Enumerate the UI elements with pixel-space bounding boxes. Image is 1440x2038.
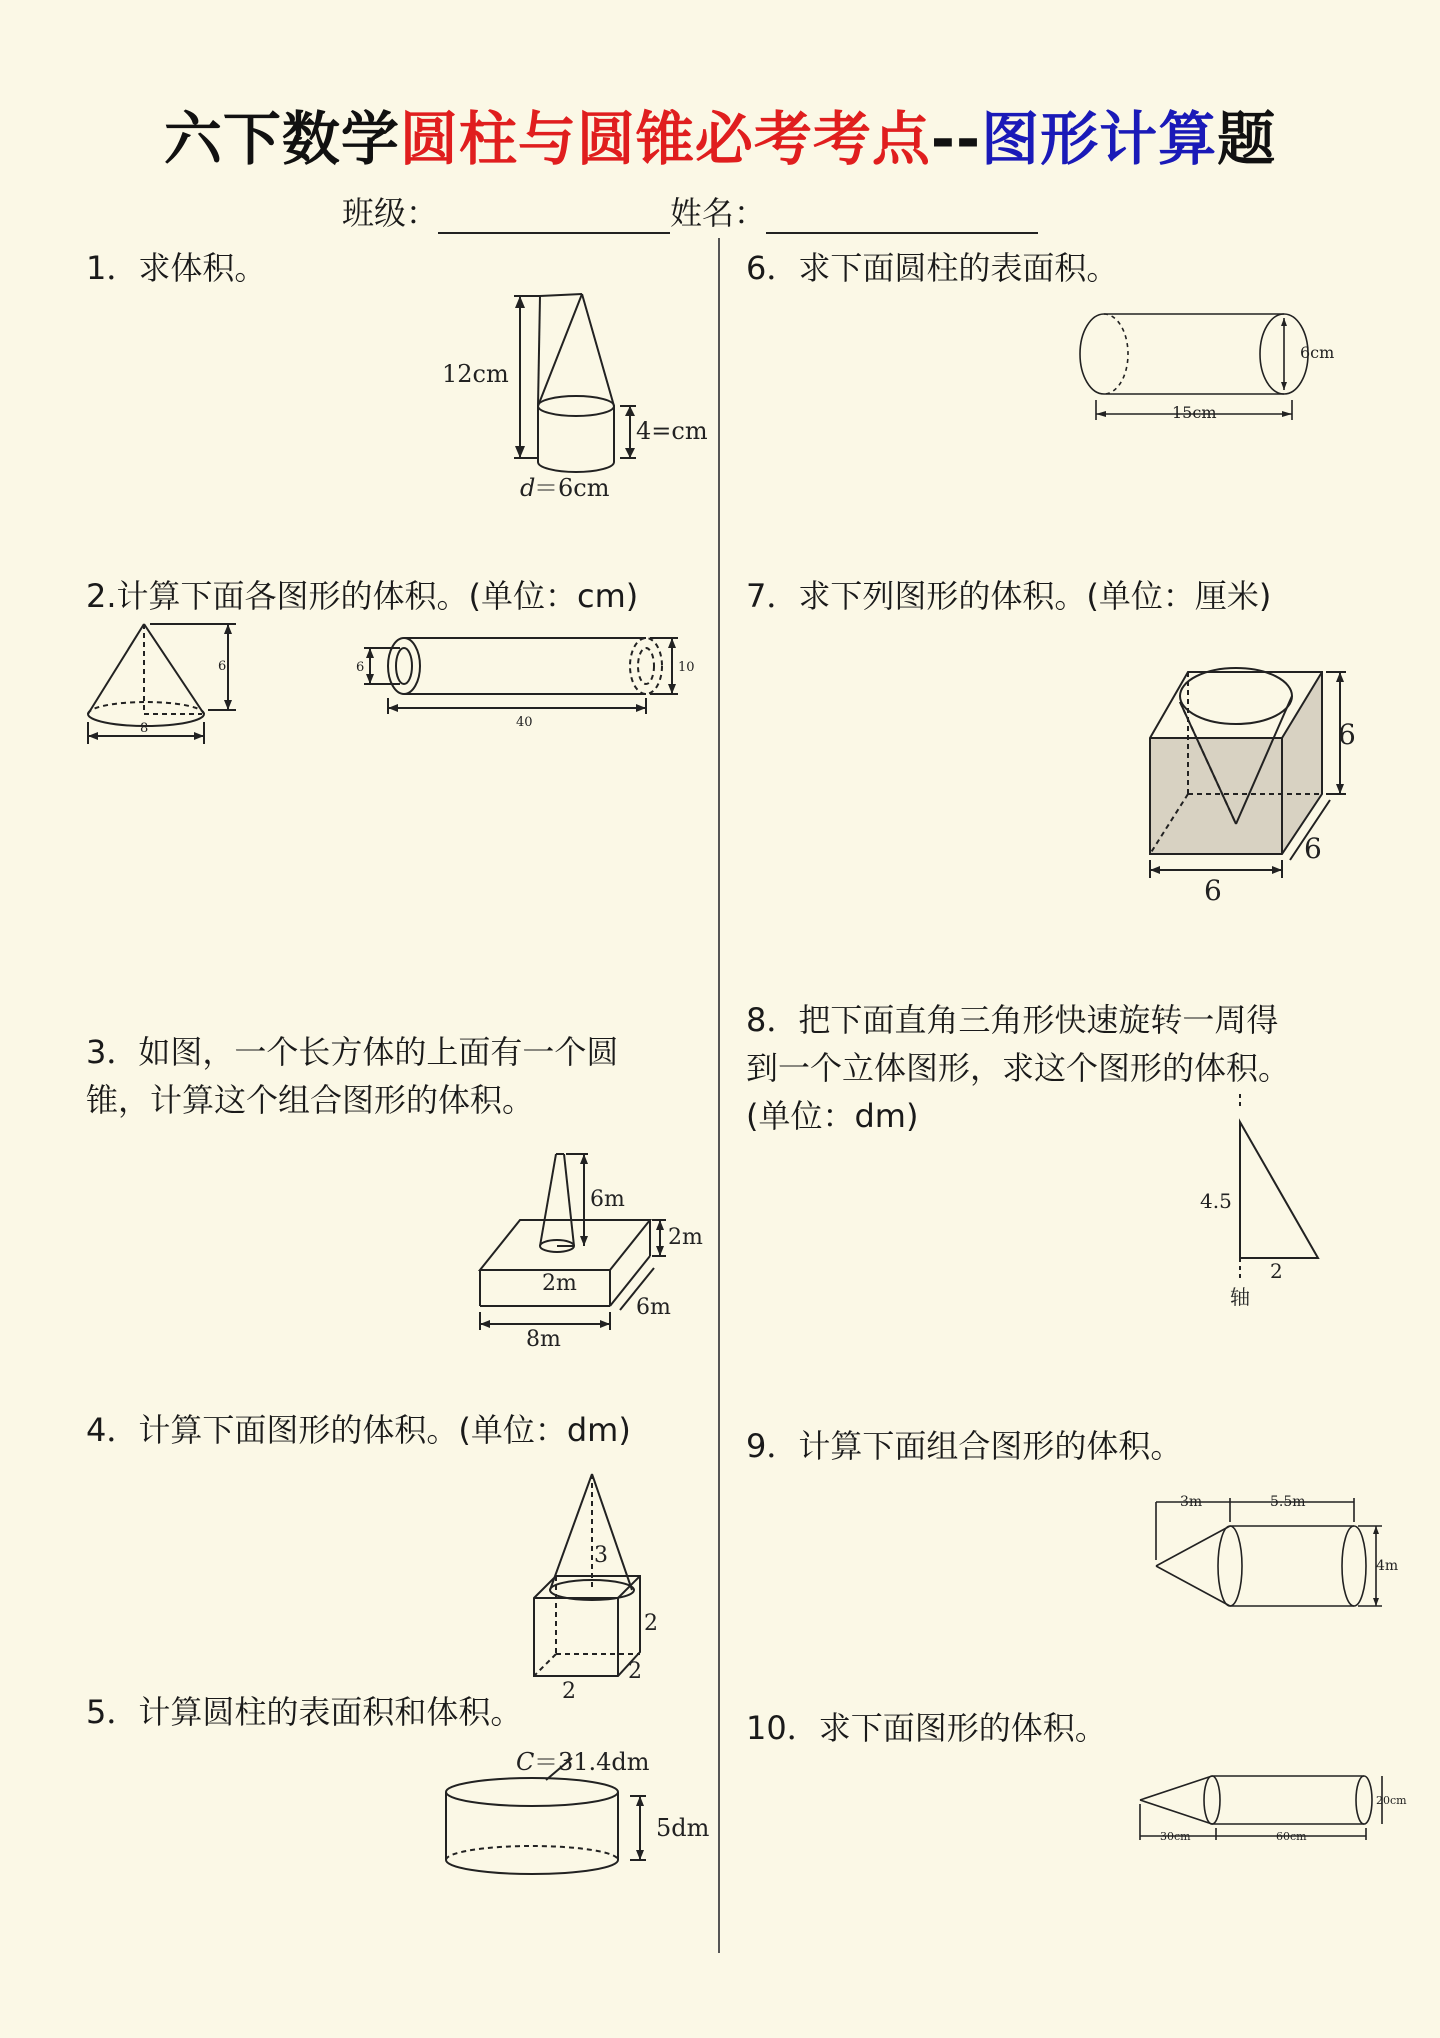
question-2 [86,572,638,620]
label-width: 6 [1204,874,1222,907]
label-cube-bottom: 2 [562,1679,576,1704]
question-text: 求下面圆柱的表面积。 [798,249,1119,287]
question-number: 5． [86,1693,139,1731]
question-text: 如图，一个长方体的上面有一个圆 [138,1033,619,1071]
title-part-1: 六下数学 [163,105,400,173]
question-text: 计算下面各图形的体积。(单位：cm) [116,577,639,615]
question-3 [86,1028,618,1124]
question-number: 6． [746,249,799,287]
label-depth: 6 [1304,832,1322,865]
question-number: 1． [86,249,139,287]
label-length: 15cm [1172,403,1217,422]
label-cone-height: 6 [218,659,227,674]
title-part-4: 图形计算 [981,105,1218,173]
label-cuboid-length: 8m [526,1327,561,1352]
label-cube-side: 2 [644,1611,658,1636]
title-part-3: -- [930,105,982,173]
figure-1-cone-cylinder [430,290,720,510]
class-field[interactable] [438,198,670,234]
label-height: 6 [1338,718,1356,751]
name-field[interactable] [766,198,1038,234]
question-10 [746,1704,1107,1752]
figure-3-cone-on-cuboid [470,1150,720,1350]
figure-2a-cone [84,618,254,748]
question-text: 计算下面组合图形的体积。 [798,1427,1183,1465]
question-text: 把下面直角三角形快速旋转一周得 [798,1001,1279,1039]
label-circumference: ＝31.4dm [534,1748,650,1776]
question-text-line-3: (单位：dm) [746,1097,919,1135]
label-d-var: d [520,474,536,502]
question-text: 计算圆柱的表面积和体积。 [138,1693,523,1731]
question-text: 求下面图形的体积。 [818,1709,1107,1747]
label-outer-diameter: 10 [678,660,695,675]
label-axis: 轴 [1230,1285,1250,1309]
question-number: 10． [746,1709,819,1747]
question-text: 求下列图形的体积。(单位：厘米) [798,577,1272,615]
question-number: 9． [746,1427,799,1465]
question-9 [746,1422,1182,1470]
label-inner-diameter: 6 [356,660,365,675]
label-cone-diameter: 8 [140,721,149,736]
figure-2b-hollow-tube [354,630,704,730]
figure-5-cylinder [440,1746,720,1886]
question-number: 7． [746,577,799,615]
question-text-line-2: 到一个立体图形，求这个图形的体积。 [746,1049,1291,1087]
question-text-line-2: 锥，计算这个组合图形的体积。 [86,1081,535,1119]
question-number: 4． [86,1411,139,1449]
question-4 [86,1406,631,1454]
label-diameter: 4m [1376,1558,1399,1574]
figure-9-cone-cylinder [1150,1488,1400,1618]
question-6 [746,244,1118,292]
question-number: 3． [86,1033,139,1071]
title-part-5: 题 [1217,105,1277,173]
figure-10-cone-cylinder [1136,1770,1416,1850]
label-cone-length: 30cm [1160,1830,1191,1843]
question-text: 计算下面图形的体积。(单位：dm) [138,1411,631,1449]
name-label: 姓名： [670,194,767,232]
question-7 [746,572,1271,620]
label-cube-depth: 2 [628,1659,642,1684]
label-base: 2 [1270,1259,1283,1283]
title-part-2: 圆柱与圆锥必考考点 [399,105,931,173]
question-text: 求体积。 [138,249,267,287]
label-cone-height: 3 [594,1543,608,1568]
label-cone-height: 6m [590,1187,625,1212]
label-height: 4.5 [1200,1189,1232,1213]
label-cuboid-width: 6m [636,1295,671,1320]
question-5 [86,1688,522,1736]
label-cone-diameter: 2m [542,1271,577,1296]
class-label: 班级： [342,194,439,232]
question-number: 8． [746,1001,799,1039]
label-height-total: 12cm [442,360,509,388]
label-cone-length: 3m [1180,1494,1203,1510]
figure-8-right-triangle [1190,1094,1350,1314]
label-cylinder-length: 5.5m [1270,1494,1306,1510]
figure-4-cone-on-cube [520,1470,700,1704]
label-cylinder-height: 5dm [656,1814,710,1842]
figure-6-cylinder [1070,308,1340,428]
label-c-var: C [516,1748,535,1776]
label-cylinder-height: 4=cm [636,417,708,445]
label-diameter: ＝6cm [534,474,610,502]
label-diameter: 6cm [1300,343,1335,362]
label-cuboid-height: 2m [668,1225,703,1250]
label-tube-length: 40 [516,715,533,730]
label-cylinder-length: 60cm [1276,1830,1307,1843]
figure-7-cube-with-cone [1140,664,1370,914]
question-1 [86,244,266,292]
student-info [342,188,1038,234]
question-number: 2. [86,577,117,615]
page-title [0,92,1440,176]
label-diameter: 20cm [1376,1794,1407,1807]
